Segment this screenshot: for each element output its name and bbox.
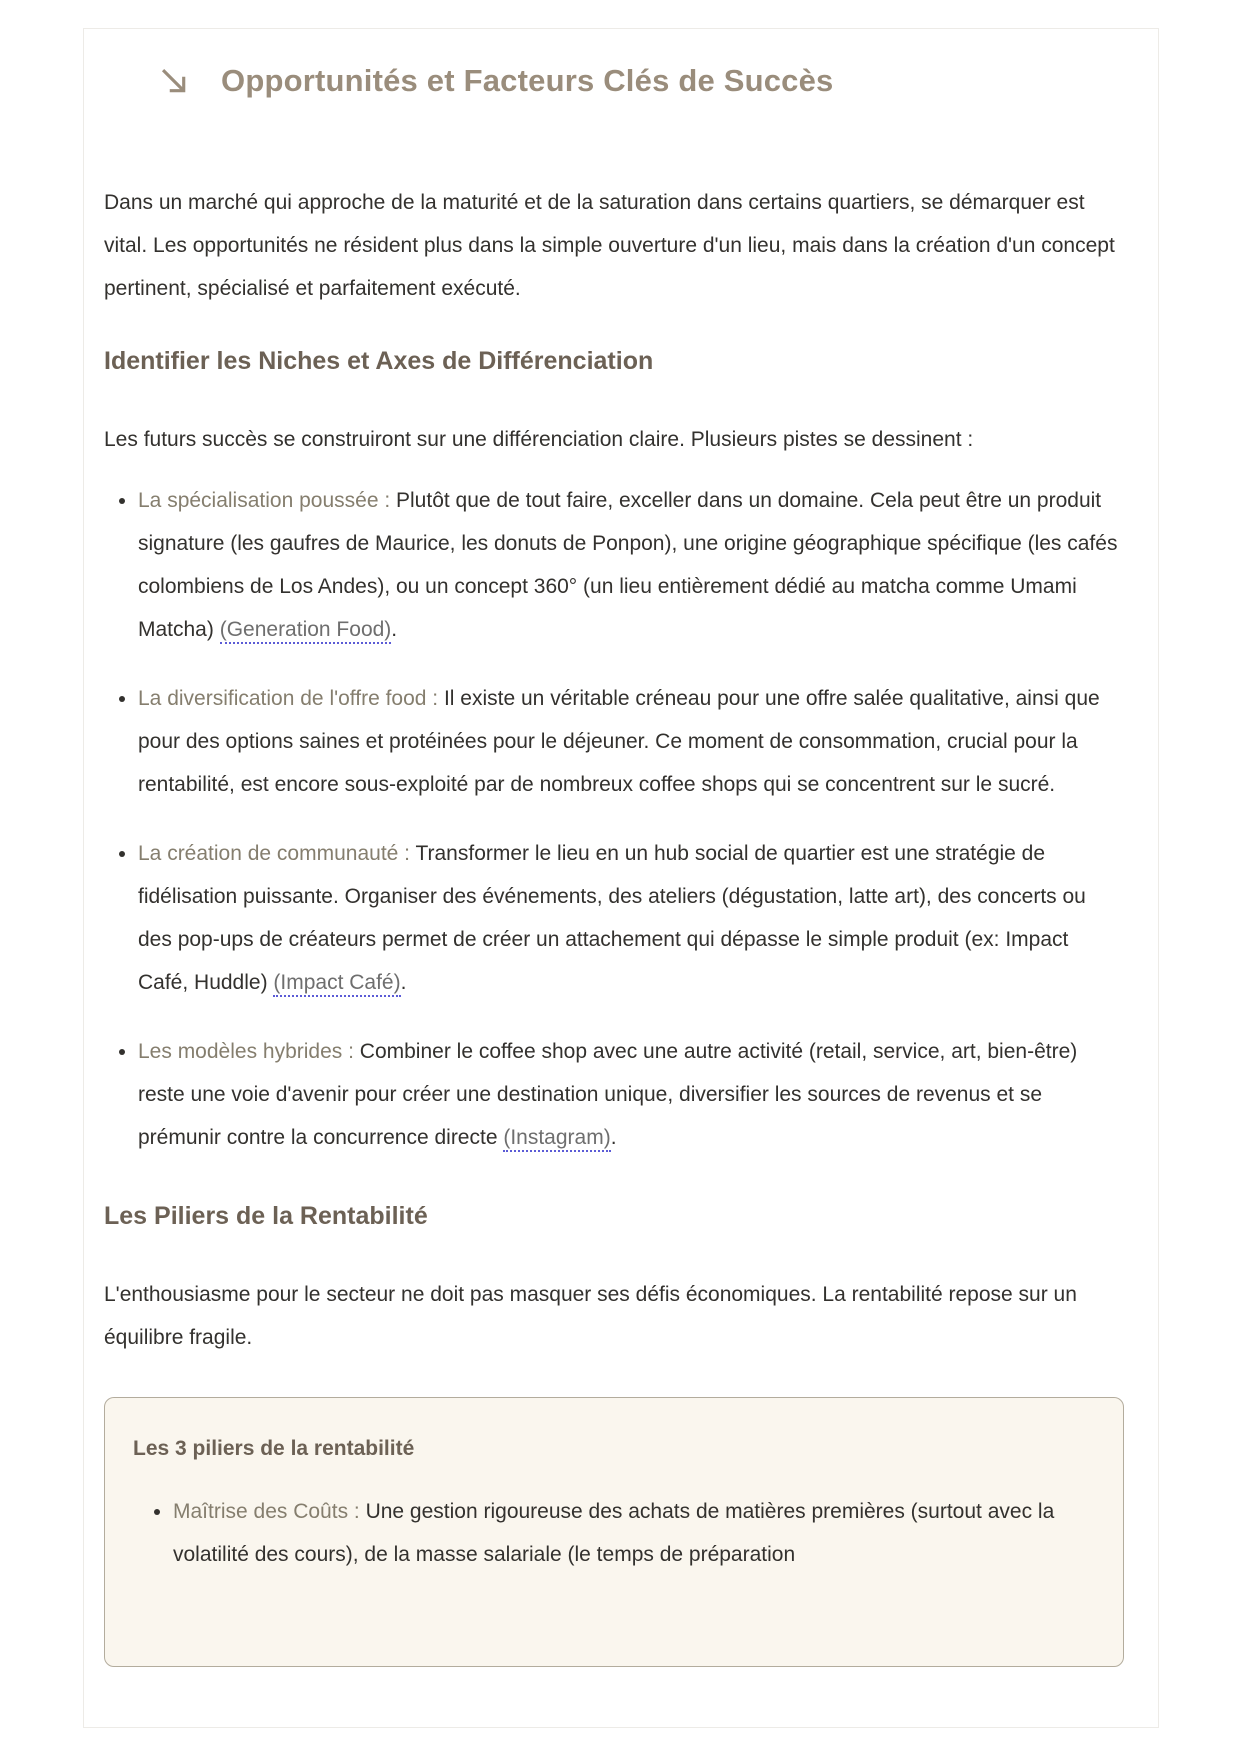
niches-list xyxy=(104,479,1124,1159)
piliers-lead-paragraph: L'enthousiasme pour le secteur ne doit pas masquer ses défis économiques. La rentabilité repose sur un équilibre fragile. xyxy=(104,1283,1077,1349)
citation-link-instagram[interactable]: (Instagram) xyxy=(503,1126,610,1152)
list-item-hybrides xyxy=(138,1030,1124,1159)
niches-lead-paragraph: Les futurs succès se construiront sur une différenciation claire. Plusieurs pistes se dessinent : xyxy=(104,428,974,451)
callout-list xyxy=(133,1490,1095,1576)
item-suffix: . xyxy=(391,618,398,641)
citation-link-generation-food[interactable]: (Generation Food) xyxy=(220,618,392,644)
list-item-specialisation xyxy=(138,479,1124,651)
section-heading-niches: Identifier les Niches et Axes de Différenciation xyxy=(104,347,654,375)
list-item-diversification xyxy=(138,677,1124,806)
item-text: Une gestion rigoureuse des achats de matières premières (surtout avec la volatilité des cours), de la masse salariale (le temps de préparation xyxy=(173,1500,1055,1566)
callout-rentabilite xyxy=(104,1397,1124,1667)
item-suffix: . xyxy=(610,1126,617,1149)
document-content xyxy=(84,29,1158,1667)
item-label: Les modèles hybrides : xyxy=(138,1040,354,1063)
item-label: La diversification de l'offre food : xyxy=(138,687,439,710)
item-text: Combiner le coffee shop avec une autre activité (retail, service, art, bien-être) reste une voie d'avenir pour créer une destination unique, diversifier les sources de revenus et se prémunir contre la concurrence directe xyxy=(138,1040,1078,1149)
item-text: Transformer le lieu en un hub social de quartier est une stratégie de fidélisation puissante. Organiser des événements, des ateliers (dégustation, latte art), des concerts ou des pop-ups de créateurs permet de créer un attachement qui dépasse le simple produit (ex: Impact Café, Huddle) xyxy=(138,842,1086,994)
item-label: La création de communauté : xyxy=(138,842,410,865)
page-title xyxy=(104,59,1124,103)
document-card xyxy=(83,28,1159,1728)
item-suffix: . xyxy=(400,971,407,994)
item-text: Il existe un véritable créneau pour une offre salée qualitative, ainsi que pour des options saines et protéinées pour le déjeuner. Ce moment de consommation, crucial pour la rentabilité, est encore sous-exploité par de nombreux coffee shops qui se concentrent sur le sucré. xyxy=(138,687,1100,796)
list-item-communaute xyxy=(138,832,1124,1004)
item-label: Maîtrise des Coûts : xyxy=(173,1500,360,1523)
item-text: Plutôt que de tout faire, exceller dans un domaine. Cela peut être un produit signature (les gaufres de Maurice, les donuts de Ponpon), une origine géographique spécifique (les cafés colombiens de Los Andes), ou un concept 360° (un lieu entièrement dédié au matcha comme Umami Matcha) xyxy=(138,489,1118,641)
item-label: La spécialisation poussée : xyxy=(138,489,391,512)
intro-paragraph: Dans un marché qui approche de la maturité et de la saturation dans certains quartiers, se démarquer est vital. Les opportunités ne résident plus dans la simple ouverture d'un lieu, mais dans la création d'un concept pertinent, spécialisé et parfaitement exécuté. xyxy=(104,191,1115,300)
arrow-down-right-icon xyxy=(157,64,191,98)
section-heading-piliers: Les Piliers de la Rentabilité xyxy=(104,1202,428,1230)
callout-title: Les 3 piliers de la rentabilité xyxy=(133,1437,415,1460)
list-item-maitrise-couts xyxy=(173,1490,1095,1576)
citation-link-impact-cafe[interactable]: (Impact Café) xyxy=(273,971,400,997)
page-title-text: Opportunités et Facteurs Clés de Succès xyxy=(221,63,834,98)
